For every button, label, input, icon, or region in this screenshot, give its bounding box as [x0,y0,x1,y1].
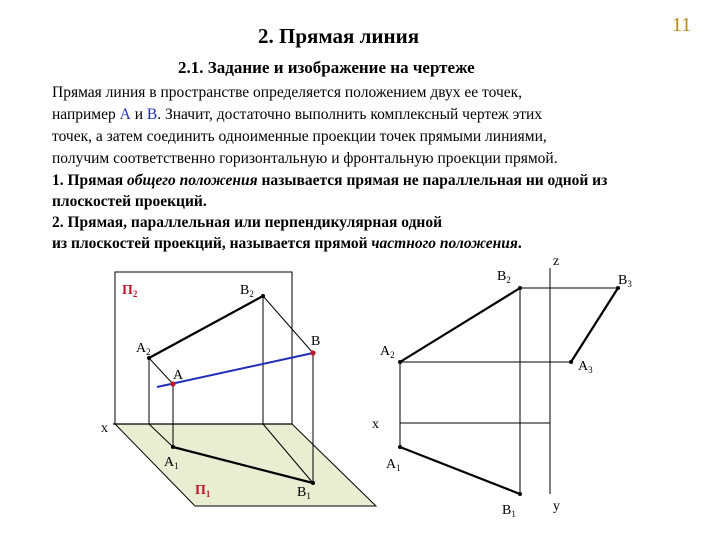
label-b2-right [497,269,511,285]
text-fragment: . Значит, достаточно выполнить комплексный чертеж этих [157,106,543,123]
label-sub: 1 [174,461,179,471]
point-a-ref: А [119,106,131,123]
label-text: А [386,457,397,472]
point-a3 [569,360,573,364]
label-sub: 2 [146,347,151,357]
label-b: В [311,334,321,349]
label-sub: 3 [588,365,593,375]
definition-1-line-2: плоскостей проекций. [52,193,207,210]
label-text: П [195,483,206,498]
label-sub: 2 [390,350,395,360]
frontal-projection-a2b2 [149,296,263,358]
label-z: z [553,254,560,269]
label-sub: 2 [249,289,254,299]
label-x-right: x [372,417,379,432]
text-fragment: . [517,235,522,252]
point-b1-right [518,492,522,496]
label-text: В [297,485,307,500]
point-b1 [311,481,315,485]
orthographic-points [398,286,620,496]
section-subtitle: 2.1. Задание и изображение на чертеже [178,58,475,77]
paragraph-line-3: точек, а затем соединить одноименные проекции точек прямыми линиями, [52,128,547,145]
text-fragment: 1. Прямая [52,172,128,189]
paragraph-line-4: получим соответственно горизонтальную и фронтальную проекции прямой. [52,150,558,167]
page-number: 11 [672,14,692,36]
label-text: А [578,359,589,374]
term-special-position: частного положения [371,235,518,252]
orthographic-diagram [400,268,618,494]
label-sub: 1 [306,491,311,501]
text-fragment: называется прямая не параллельная ни одной из [257,172,608,189]
page-title: 2. Прямая линия [258,24,420,48]
term-general-position: общего положения [127,172,258,189]
point-a2-right [398,360,402,364]
projector-line [149,358,173,384]
label-text: А [164,455,175,470]
point-a1 [171,445,175,449]
text-fragment: из плоскостей проекций, называется прямой [52,235,372,252]
point-a1-right [398,445,402,449]
label-a2-right [380,344,395,360]
projector-line [263,296,313,353]
label-text: А [136,341,147,356]
label-a3 [578,359,593,375]
label-sub: 2 [132,289,138,299]
text-fragment: например [52,106,120,123]
point-b2-right [518,286,522,290]
label-x-left: x [101,421,108,436]
label-text: В [502,503,512,518]
label-a1-right [386,457,401,473]
profile-projection-a3b3 [571,288,618,362]
label-a: А [173,368,184,383]
point-b2 [261,294,265,298]
spatial-diagram [113,272,376,506]
text-fragment: и [130,106,147,123]
label-sub: 2 [506,275,511,285]
label-a2 [136,341,151,357]
point-b [310,350,315,355]
label-sub: 1 [396,463,401,473]
label-text: П [122,283,133,298]
label-y: y [553,499,560,514]
label-sub: 1 [511,509,516,519]
label-b3 [618,273,632,289]
definition-2-line-1: 2. Прямая, параллельная или перпендикулярная одной [52,214,443,231]
label-b1-right [502,503,516,519]
label-text: В [497,269,507,284]
label-b2 [240,283,254,299]
point-b-ref: В [146,106,158,123]
label-sub: 1 [205,489,211,499]
label-text: В [240,283,250,298]
horizontal-projection-a1b1 [400,447,520,494]
label-sub: 3 [627,279,632,289]
label-text: В [618,273,628,288]
label-plane-p2 [122,283,138,299]
frontal-projection-a2b2 [400,288,520,362]
orthographic-labels [372,254,632,519]
label-text: А [380,344,391,359]
paragraph-line-1: Прямая линия в пространстве определяется положением двух ее точек, [52,84,523,101]
